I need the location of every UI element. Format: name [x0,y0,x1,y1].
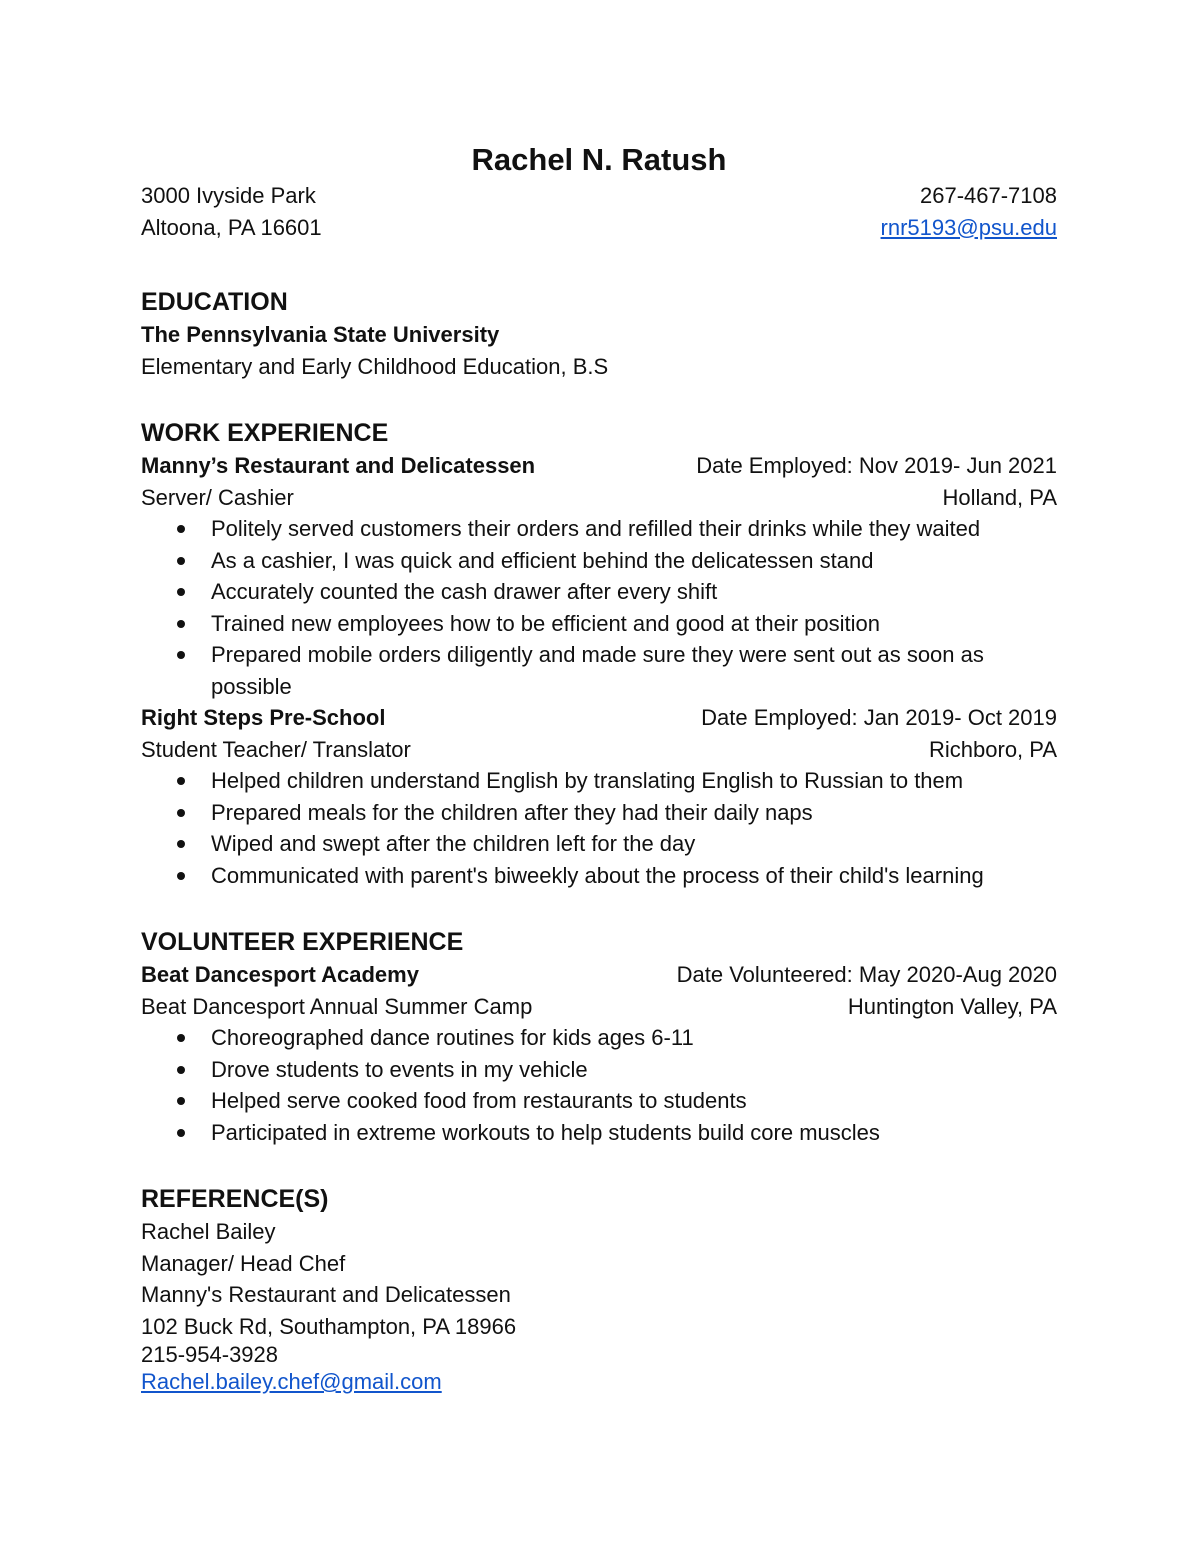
bullet-icon [177,840,185,848]
list-item [141,860,1057,892]
list-item [141,576,1057,608]
bullet-icon [177,872,185,880]
job-bullet-list [141,765,1057,891]
phone-number: 267-467-7108 [919,183,1057,208]
education-heading: EDUCATION [141,288,288,316]
bullet-icon [177,588,185,596]
bullet-icon [177,651,185,659]
job-entry [141,702,1057,891]
volunteer-experience-heading: VOLUNTEER EXPERIENCE [141,928,464,956]
contact-row-2 [141,212,1057,244]
bullet-text: Drove students to events in my vehicle [211,1056,588,1082]
bullet-icon [177,525,185,533]
list-item [141,608,1057,640]
list-item [141,797,1057,829]
bullet-text: Communicated with parent's biweekly about the process of their child's learning [211,862,984,888]
bullet-icon [177,620,185,628]
degree: Elementary and Early Childhood Education, B.S [141,353,609,379]
bullet-icon [177,1066,185,1074]
volunteer-location: Huntington Valley, PA [847,993,1057,1019]
bullet-icon [177,557,185,565]
job-dates: Date Employed: Jan 2019- Oct 2019 [701,705,1057,730]
bullet-icon [177,777,185,785]
candidate-name: Rachel N. Ratush [471,142,727,177]
job-entry [141,450,1057,702]
bullet-text: Participated in extreme workouts to help students build core muscles [211,1119,880,1145]
reference-email-link[interactable]: Rachel.bailey.chef@gmail.com [141,1369,442,1394]
bullet-icon [177,1097,185,1105]
volunteer-role: Beat Dancesport Annual Summer Camp [141,993,533,1019]
bullet-icon [177,809,185,817]
email-link[interactable]: rnr5193@psu.edu [880,214,1057,240]
bullet-text: Accurately counted the cash drawer after every shift [211,579,718,604]
job-location: Holland, PA [942,484,1057,510]
job-role: Server/ Cashier [141,484,294,510]
list-item [141,545,1057,577]
bullet-text: Prepared mobile orders diligently and made sure they were sent out as soon as possible [211,642,984,699]
list-item [141,828,1057,860]
bullet-text: Wiped and swept after the children left for the day [211,831,696,856]
volunteer-bullet-list [141,1022,1057,1148]
job-role-row [141,734,1057,766]
work-experience-heading: WORK EXPERIENCE [141,419,389,447]
job-role: Student Teacher/ Translator [141,736,411,762]
bullet-text: As a cashier, I was quick and efficient behind the delicatessen stand [211,547,874,573]
bullet-text: Politely served customers their orders and refilled their drinks while they waited [211,516,981,541]
job-header-row [141,450,1057,482]
address-line-2: Altoona, PA 16601 [141,214,322,240]
school-name: The Pennsylvania State University [141,322,500,347]
volunteer-header-row [141,959,1057,991]
address-line-1: 3000 Ivyside Park [141,183,316,208]
list-item [141,513,1057,545]
volunteer-org: Beat Dancesport Academy [141,962,419,987]
job-header-row [141,702,1057,734]
bullet-text: Helped serve cooked food from restaurants to students [211,1088,747,1113]
bullet-text: Prepared meals for the children after they had their daily naps [211,799,813,825]
job-role-row [141,482,1057,514]
volunteer-role-row [141,991,1057,1023]
contact-row-1 [141,180,1057,212]
job-org: Right Steps Pre-School [141,705,386,730]
job-location: Richboro, PA [929,736,1057,762]
bullet-icon [177,1034,185,1042]
reference-company: Manny's Restaurant and Delicatessen [141,1282,511,1307]
reference-phone: 215-954-3928 [141,1342,279,1367]
list-item [141,1054,1057,1086]
list-item [141,765,1057,797]
job-dates: Date Employed: Nov 2019- Jun 2021 [696,453,1057,478]
volunteer-dates: Date Volunteered: May 2020-Aug 2020 [676,962,1057,987]
bullet-text: Choreographed dance routines for kids ages 6-11 [211,1025,694,1050]
bullet-text: Helped children understand English by translating English to Russian to them [211,768,964,793]
job-bullet-list [141,513,1057,702]
job-org: Manny’s Restaurant and Delicatessen [141,453,536,478]
reference-name: Rachel Bailey [141,1219,276,1244]
resume-content [141,140,1057,1396]
references-heading: REFERENCE(S) [141,1185,329,1213]
list-item [141,1085,1057,1117]
list-item [141,639,1057,702]
bullet-text: Trained new employees how to be efficient and good at their position [211,610,880,636]
reference-title: Manager/ Head Chef [141,1250,346,1276]
list-item [141,1117,1057,1149]
list-item [141,1022,1057,1054]
reference-address: 102 Buck Rd, Southampton, PA 18966 [141,1313,517,1339]
bullet-icon [177,1129,185,1137]
